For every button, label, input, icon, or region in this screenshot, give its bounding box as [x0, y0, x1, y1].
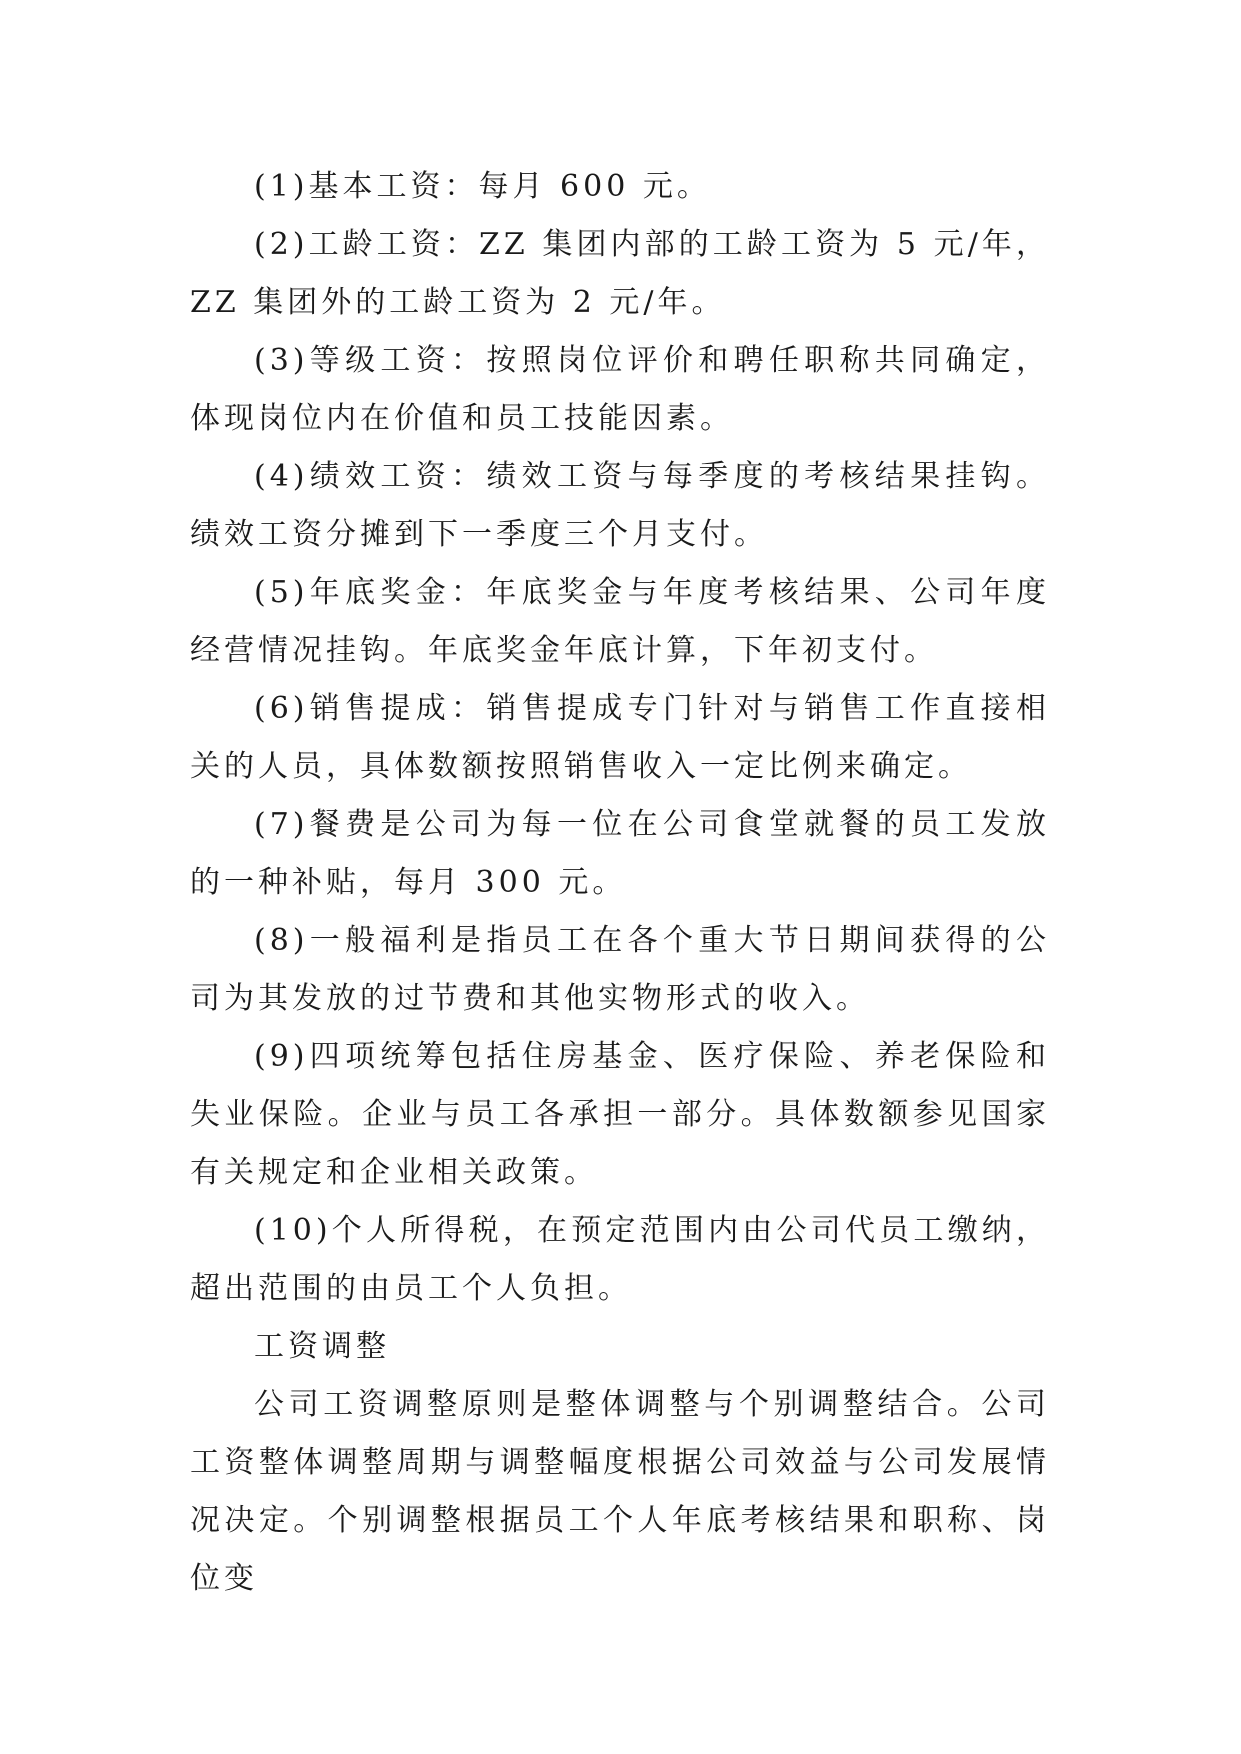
- paragraph-income-tax: (10)个人所得税，在预定范围内由公司代员工缴纳，超出范围的由员工个人负担。: [190, 1213, 1050, 1306]
- paragraph-general-welfare: (8)一般福利是指员工在各个重大节日期间获得的公司为其发放的过节费和其他实物形式的收入。: [190, 923, 1050, 1016]
- paragraph-salary-adjustment: 公司工资调整原则是整体调整与个别调整结合。公司工资整体调整周期与调整幅度根据公司效益与公司发展情况决定。个别调整根据员工个人年底考核结果和职称、岗位变: [190, 1387, 1050, 1596]
- paragraph-performance-salary: (4)绩效工资：绩效工资与每季度的考核结果挂钩。绩效工资分摊到下一季度三个月支付。: [190, 459, 1050, 552]
- document-body: [190, 158, 1050, 1608]
- section-heading: 工资调整: [254, 1329, 390, 1364]
- paragraph-grade-salary: (3)等级工资：按照岗位评价和聘任职称共同确定，体现岗位内在价值和员工技能因素。: [190, 343, 1050, 436]
- paragraph-seniority-salary: (2)工龄工资：ZZ 集团内部的工龄工资为 5 元/年，ZZ 集团外的工龄工资为 2 元/年。: [190, 227, 1050, 320]
- paragraph-meal-allowance: (7)餐费是公司为每一位在公司食堂就餐的员工发放的一种补贴，每月 300 元。: [190, 807, 1050, 900]
- paragraph-sales-commission: (6)销售提成：销售提成专门针对与销售工作直接相关的人员，具体数额按照销售收入一定比例来确定。: [190, 691, 1050, 784]
- paragraph-year-end-bonus: (5)年底奖金：年底奖金与年度考核结果、公司年度经营情况挂钩。年底奖金年底计算，下年初支付。: [190, 575, 1050, 668]
- paragraph-social-insurance: (9)四项统筹包括住房基金、医疗保险、养老保险和失业保险。企业与员工各承担一部分。具体数额参见国家有关规定和企业相关政策。: [190, 1039, 1050, 1190]
- paragraph-basic-salary: (1)基本工资：每月 600 元。: [254, 169, 711, 204]
